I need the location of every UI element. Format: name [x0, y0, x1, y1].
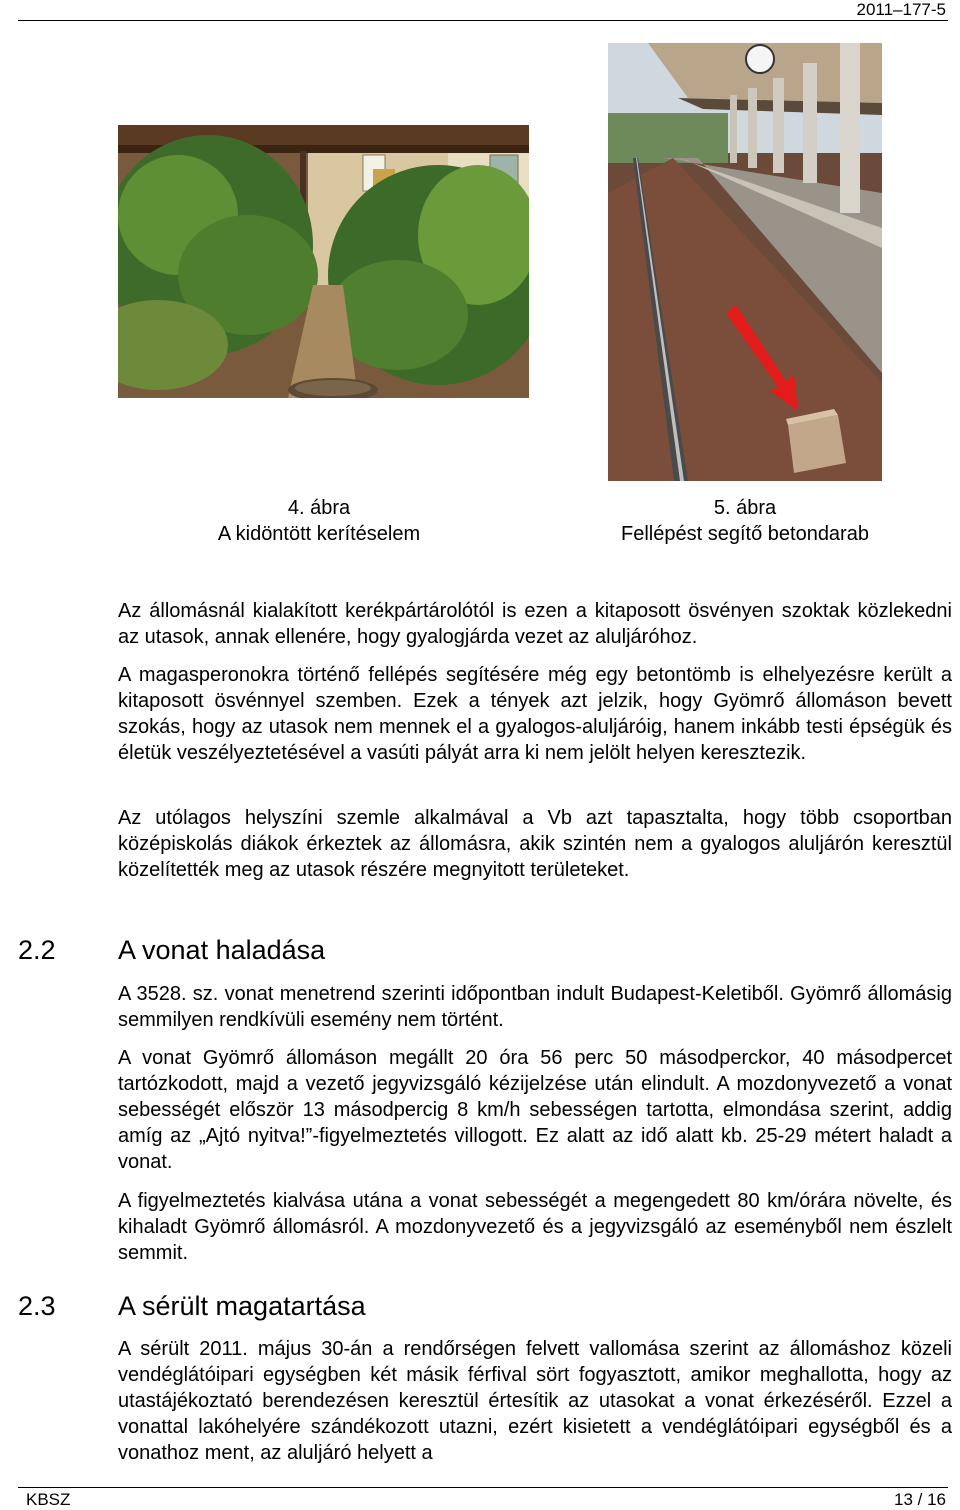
paragraph: Az állomásnál kialakított kerékpártárolótól is ezen a kitaposott ösvényen szoktak közlekedni az utasok, annak ellenére, hogy gyalogjárda vezet az aluljáróhoz.	[118, 600, 952, 648]
section-heading-2-2	[18, 934, 325, 966]
footer-org: KBSZ	[26, 1490, 71, 1509]
photo-fallen-fence	[118, 125, 529, 398]
section-title: A sérült magatartása	[118, 1291, 366, 1321]
page-code: 2011–177-5	[856, 0, 946, 19]
figure-4-caption	[118, 495, 520, 547]
paragraph: A 3528. sz. vonat menetrend szerinti időpontban indult Budapest-Keletiből. Gyömrő állomásig semmilyen rendkívüli esemény nem történt.	[118, 983, 952, 1031]
figure-5-title: Fellépést segítő betondarab	[621, 523, 869, 545]
section-number: 2.2	[18, 935, 56, 965]
paragraph: A figyelmeztetés kialvása utána a vonat sebességét a megengedett 80 km/órára növelte, és kihaladt Gyömrő állomásról. A mozdonyvezető és a jegyvizsgáló az eseményből nem észlelt semmit.	[118, 1190, 952, 1264]
photo-concrete-step-block	[608, 43, 882, 481]
section-heading-2-3	[18, 1290, 366, 1322]
section-title: A vonat haladása	[118, 935, 326, 965]
footer-rule	[18, 1487, 948, 1488]
section-number: 2.3	[18, 1291, 56, 1321]
paragraph: A sérült 2011. május 30-án a rendőrségen felvett vallomása szerint az állomáshoz közeli vendéglátóipari egységben két másik férfival sört fogyasztott, amikor meghallotta, hogy az utastájékoztató berendezésen keresztül értesítik az utasokat a vonat érkezéséről. Ezzel a vonattal lakóhelyére szándékozott utazni, ezért kisietett a vendéglátóipari egységből és a vonathoz ment, az aluljáró helyett a	[118, 1338, 952, 1464]
figure-5-number: 5. ábra	[713, 497, 777, 519]
figure-4-title: A kidöntött kerítéselem	[217, 523, 421, 545]
header-rule	[18, 20, 948, 21]
paragraph: Az utólagos helyszíni szemle alkalmával a Vb azt tapasztalta, hogy több csoportban középiskolás diákok érkeztek az állomásra, akik szintén nem a gyalogos aluljárón keresztül közelítették meg az utasok részére megnyitott területeket.	[118, 807, 952, 881]
paragraph: A magasperonokra történő fellépés segítésére még egy betontömb is elhelyezésre került a kitaposott ösvénnyel szemben. Ezek a tények azt jelzik, hogy Gyömrő állomáson bevett szokás, hogy az utasok nem mennek el a gyalogos-aluljáróig, hanem inkább testi épségük és életük veszélyeztetésével a vasúti pályát arra ki nem jelölt helyen keresztezik.	[118, 664, 952, 764]
figure-5-caption	[548, 495, 942, 547]
paragraph: A vonat Gyömrő állomáson megállt 20 óra 56 perc 50 másodperckor, 40 másodpercet tartózkodott, majd a vezető jegyvizsgáló kézijelzése után elindult. A mozdonyvezető a vonat sebességét először 13 másodpercig 8 km/h sebességen tartotta, elmondása szerint, addig amíg az „Ajtó nyitva!”-figyelmeztetés villogott. Ez alatt az idő alatt kb. 25-29 métert haladt a vonat.	[118, 1047, 952, 1173]
page-number: 13 / 16	[894, 1490, 946, 1509]
figure-4-number: 4. ábra	[287, 497, 351, 519]
